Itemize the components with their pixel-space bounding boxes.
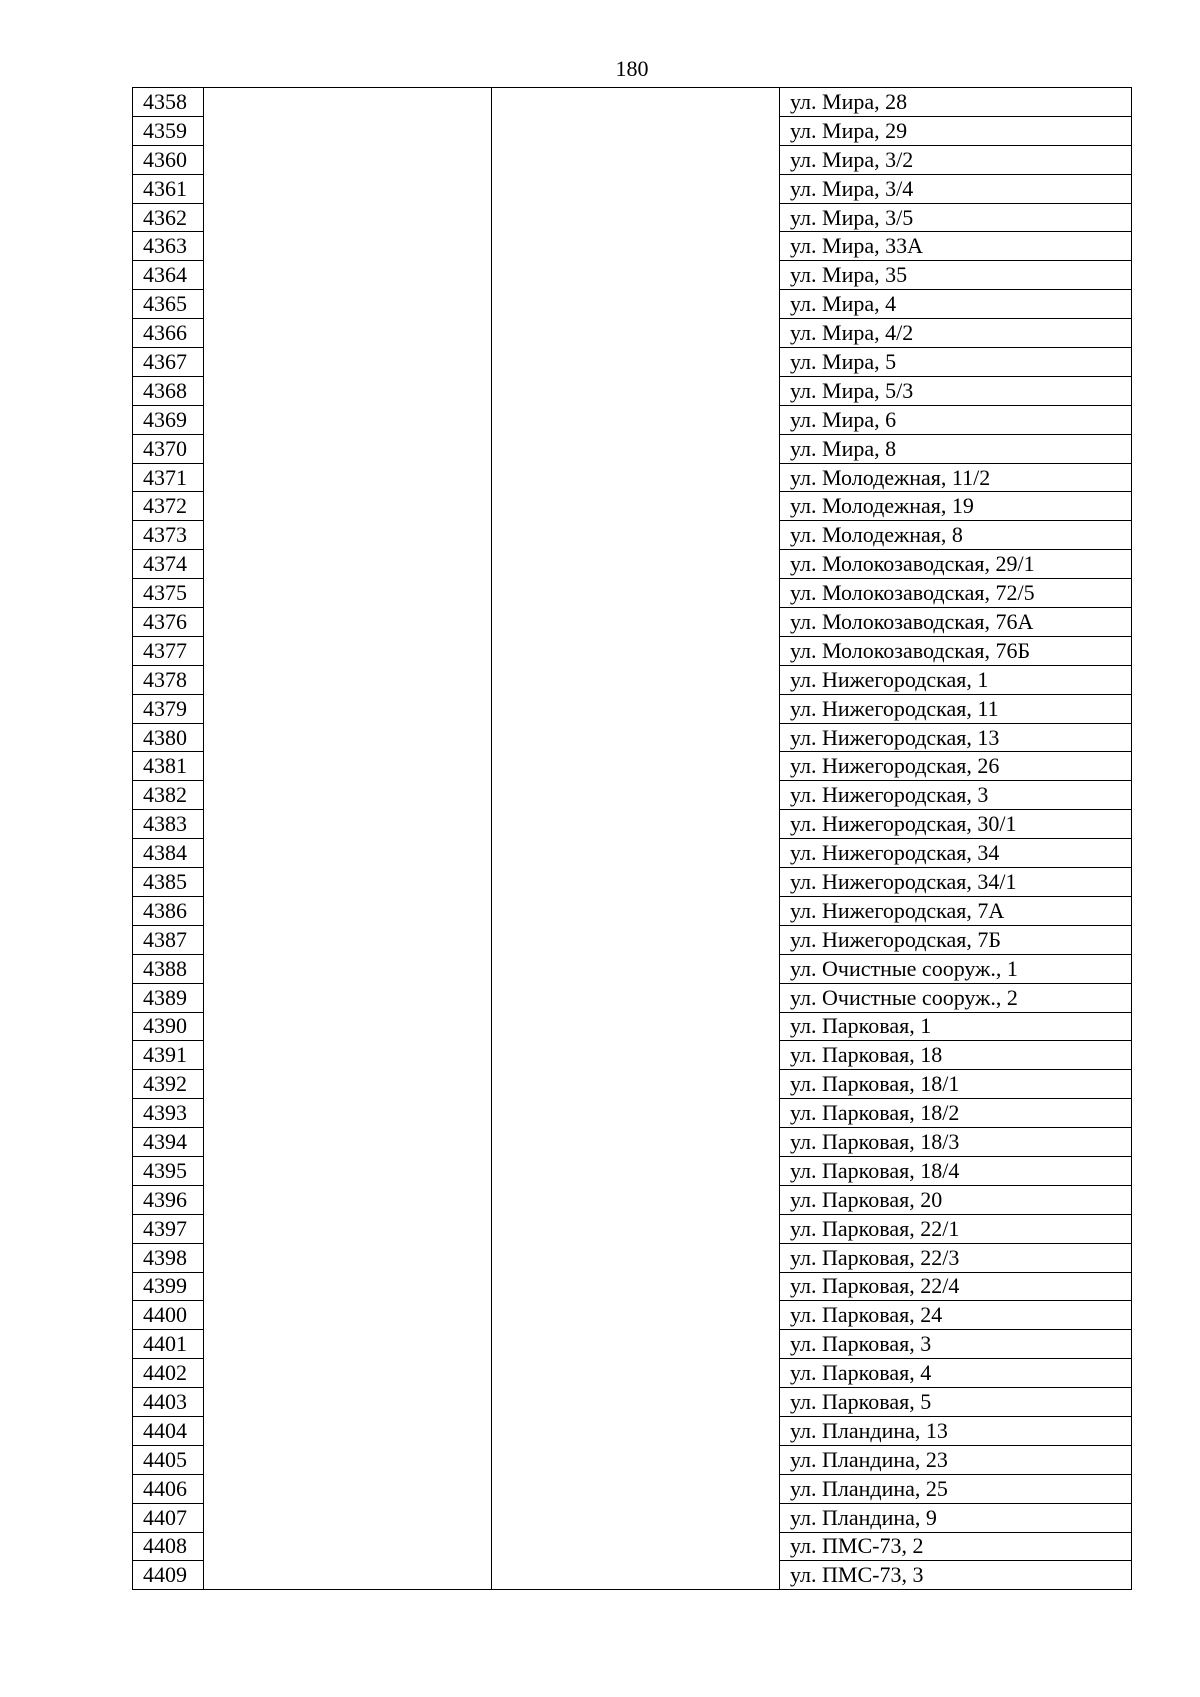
address-cell: ул. Молодежная, 8: [780, 521, 1132, 550]
address-cell: ул. Парковая, 18/4: [780, 1156, 1132, 1185]
address-cell: ул. Нижегородская, 7А: [780, 896, 1132, 925]
row-number: 4386: [133, 896, 204, 925]
row-number: 4388: [133, 954, 204, 983]
address-cell: ул. Мира, 33А: [780, 232, 1132, 261]
row-number: 4393: [133, 1099, 204, 1128]
row-number: 4408: [133, 1532, 204, 1561]
address-cell: ул. Нижегородская, 13: [780, 723, 1132, 752]
address-cell: ул. Молокозаводская, 76Б: [780, 636, 1132, 665]
row-number: 4374: [133, 550, 204, 579]
address-cell: ул. Очистные сооруж., 1: [780, 954, 1132, 983]
address-cell: ул. Парковая, 5: [780, 1388, 1132, 1417]
address-cell: ул. Парковая, 24: [780, 1301, 1132, 1330]
address-cell: ул. Парковая, 4: [780, 1359, 1132, 1388]
page-number: 180: [615, 56, 649, 81]
address-cell: ул. ПМС-73, 3: [780, 1561, 1132, 1590]
address-cell: ул. Мира, 5/3: [780, 376, 1132, 405]
row-number: 4389: [133, 983, 204, 1012]
address-cell: ул. Нижегородская, 11: [780, 694, 1132, 723]
row-number: 4398: [133, 1243, 204, 1272]
row-number: 4362: [133, 203, 204, 232]
address-cell: ул. Мира, 3/2: [780, 145, 1132, 174]
row-number: 4367: [133, 348, 204, 377]
address-cell: ул. Нижегородская, 26: [780, 752, 1132, 781]
row-number: 4360: [133, 145, 204, 174]
address-cell: ул. Нижегородская, 7Б: [780, 925, 1132, 954]
row-number: 4406: [133, 1474, 204, 1503]
address-table-body: [133, 88, 1132, 1590]
address-cell: ул. Молокозаводская, 76А: [780, 608, 1132, 637]
address-cell: ул. Парковая, 22/4: [780, 1272, 1132, 1301]
address-cell: ул. Пландина, 23: [780, 1445, 1132, 1474]
row-number: 4382: [133, 781, 204, 810]
row-number: 4394: [133, 1128, 204, 1157]
row-number: 4403: [133, 1388, 204, 1417]
address-cell: ул. Парковая, 18: [780, 1041, 1132, 1070]
row-number: 4365: [133, 290, 204, 319]
address-cell: ул. Нижегородская, 1: [780, 665, 1132, 694]
address-cell: ул. Мира, 29: [780, 116, 1132, 145]
address-cell: ул. ПМС-73, 2: [780, 1532, 1132, 1561]
row-number: 4385: [133, 868, 204, 897]
row-number: 4377: [133, 636, 204, 665]
row-number: 4358: [133, 88, 204, 117]
row-number: 4395: [133, 1156, 204, 1185]
address-cell: ул. Молокозаводская, 72/5: [780, 579, 1132, 608]
row-number: 4397: [133, 1214, 204, 1243]
row-number: 4404: [133, 1416, 204, 1445]
row-number: 4368: [133, 376, 204, 405]
row-number: 4409: [133, 1561, 204, 1590]
address-cell: ул. Парковая, 3: [780, 1330, 1132, 1359]
address-cell: ул. Парковая, 20: [780, 1185, 1132, 1214]
address-cell: ул. Пландина, 13: [780, 1416, 1132, 1445]
row-number: 4396: [133, 1185, 204, 1214]
address-cell: ул. Мира, 4/2: [780, 319, 1132, 348]
address-cell: ул. Нижегородская, 3: [780, 781, 1132, 810]
row-number: 4390: [133, 1012, 204, 1041]
row-number: 4370: [133, 434, 204, 463]
row-number: 4376: [133, 608, 204, 637]
empty-column-2: [204, 88, 492, 1590]
row-number: 4378: [133, 665, 204, 694]
address-cell: ул. Парковая, 18/2: [780, 1099, 1132, 1128]
row-number: 4400: [133, 1301, 204, 1330]
address-cell: ул. Нижегородская, 34: [780, 839, 1132, 868]
address-cell: ул. Парковая, 1: [780, 1012, 1132, 1041]
address-cell: ул. Парковая, 22/1: [780, 1214, 1132, 1243]
row-number: 4371: [133, 463, 204, 492]
row-number: 4379: [133, 694, 204, 723]
row-number: 4369: [133, 405, 204, 434]
row-number: 4372: [133, 492, 204, 521]
row-number: 4407: [133, 1503, 204, 1532]
row-number: 4359: [133, 116, 204, 145]
row-number: 4373: [133, 521, 204, 550]
address-cell: ул. Мира, 4: [780, 290, 1132, 319]
row-number: 4401: [133, 1330, 204, 1359]
row-number: 4380: [133, 723, 204, 752]
address-cell: ул. Мира, 3/4: [780, 174, 1132, 203]
row-number: 4392: [133, 1070, 204, 1099]
row-number: 4363: [133, 232, 204, 261]
address-cell: ул. Нижегородская, 34/1: [780, 868, 1132, 897]
row-number: 4391: [133, 1041, 204, 1070]
address-cell: ул. Парковая, 22/3: [780, 1243, 1132, 1272]
address-cell: ул. Очистные сооруж., 2: [780, 983, 1132, 1012]
row-number: 4405: [133, 1445, 204, 1474]
address-cell: ул. Молодежная, 19: [780, 492, 1132, 521]
row-number: 4375: [133, 579, 204, 608]
address-cell: ул. Пландина, 25: [780, 1474, 1132, 1503]
row-number: 4361: [133, 174, 204, 203]
address-cell: ул. Мира, 3/5: [780, 203, 1132, 232]
address-cell: ул. Молокозаводская, 29/1: [780, 550, 1132, 579]
row-number: 4387: [133, 925, 204, 954]
row-number: 4381: [133, 752, 204, 781]
row-number: 4399: [133, 1272, 204, 1301]
row-number: 4402: [133, 1359, 204, 1388]
address-cell: ул. Парковая, 18/1: [780, 1070, 1132, 1099]
address-cell: ул. Мира, 6: [780, 405, 1132, 434]
row-number: 4364: [133, 261, 204, 290]
row-number: 4366: [133, 319, 204, 348]
address-cell: ул. Мира, 8: [780, 434, 1132, 463]
address-cell: ул. Парковая, 18/3: [780, 1128, 1132, 1157]
empty-column-3: [492, 88, 780, 1590]
address-cell: ул. Молодежная, 11/2: [780, 463, 1132, 492]
table-row: [133, 88, 1132, 117]
address-table: [132, 87, 1132, 1590]
address-cell: ул. Мира, 5: [780, 348, 1132, 377]
row-number: 4384: [133, 839, 204, 868]
address-cell: ул. Нижегородская, 30/1: [780, 810, 1132, 839]
address-cell: ул. Пландина, 9: [780, 1503, 1132, 1532]
row-number: 4383: [133, 810, 204, 839]
address-cell: ул. Мира, 35: [780, 261, 1132, 290]
address-cell: ул. Мира, 28: [780, 88, 1132, 117]
